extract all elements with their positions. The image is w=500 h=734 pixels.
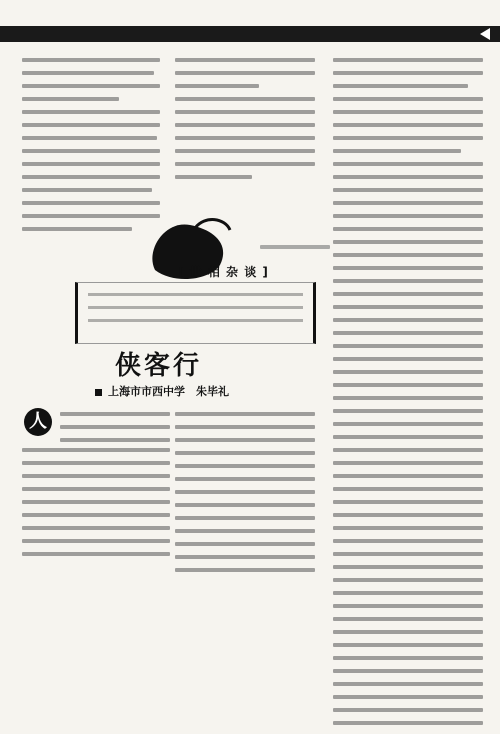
- section-label: [ 世 相 杂 谈 ]: [178, 265, 269, 279]
- triangle-left-icon: [480, 28, 490, 40]
- lower-text-column-1: [60, 412, 170, 451]
- lower-text-column-2: [175, 412, 315, 581]
- text-column-3: [333, 58, 483, 734]
- drop-cap: 人: [24, 408, 52, 436]
- editor-note: [260, 245, 330, 258]
- bullet-square-icon: [95, 389, 102, 396]
- top-banner-bar: [0, 26, 500, 42]
- article-byline: 上海市市西中学 朱毕礼: [95, 383, 229, 399]
- article-title: 侠客行: [115, 351, 203, 381]
- editor-comment-box: [75, 282, 316, 344]
- lower-text-column-1b: [22, 448, 170, 565]
- text-column-2: [175, 58, 315, 188]
